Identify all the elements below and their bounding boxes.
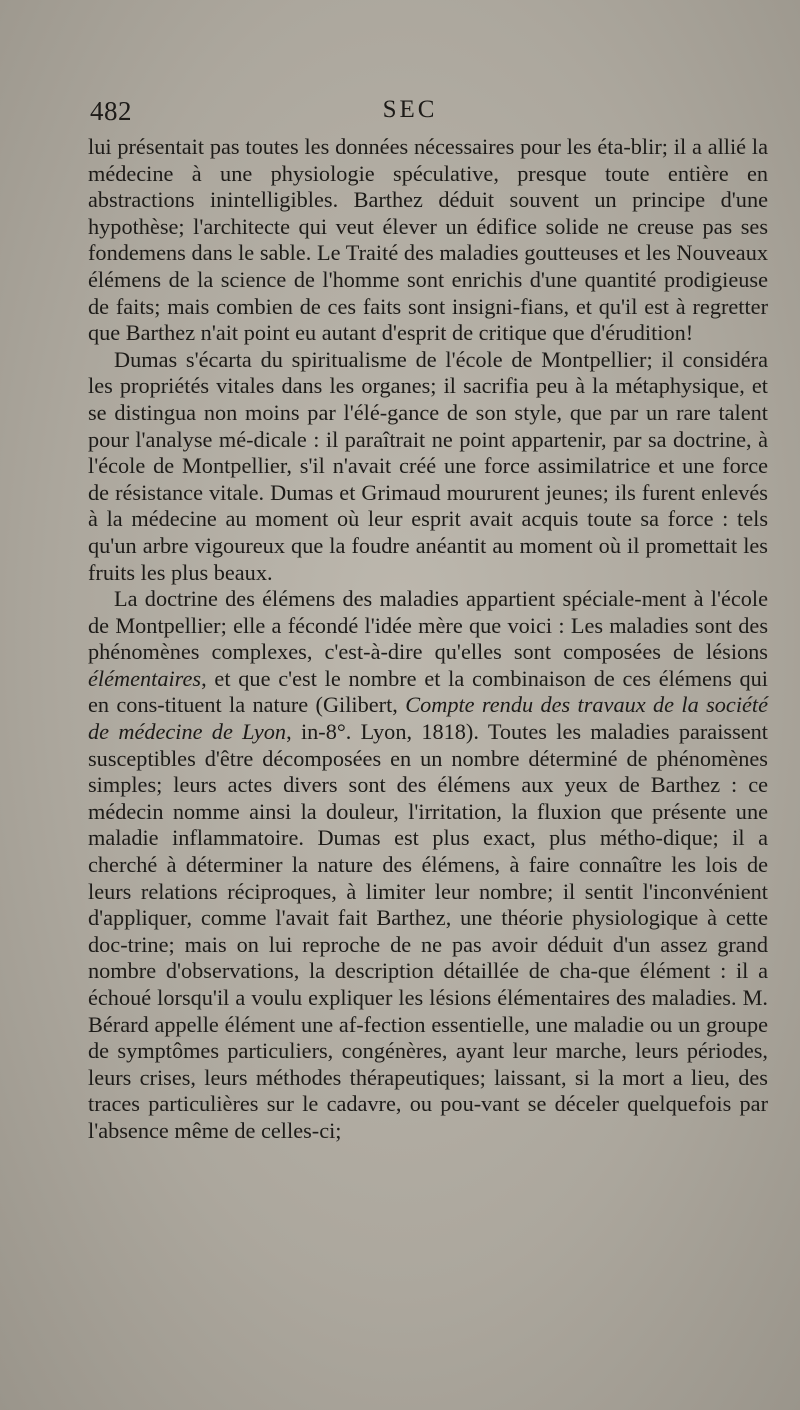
paragraph-segment: , in-8°. Lyon, 1818). Toutes les maladies paraissent susceptibles d'être décomposées en un nombre déterminé de phénomènes simples; leurs actes divers sont des élémens aux yeux de Barthez : ce médecin nomme ainsi la douleur, l'irritation, la fluxion que présente une maladie inflammatoire. Dumas est plus exact, plus métho-dique; il a cherché à déterminer la nature des élémens, à faire connaître les lois de leurs relations réciproques, à limiter leur nombre; il sentit l'inconvénient d'appliquer, comme l'avait fait Barthez, une théorie physiologique à cette doc-trine; mais on lui reproche de ne pas avoir déduit d'un assez grand nombre d'observations, la description détaillée de cha-que élément : il a échoué lorsqu'il a voulu expliquer les lésions élémentaires des maladies. M. Bérard appelle élément une af-fection essentielle, une maladie ou un groupe de symptômes particuliers, congénères, ayant leur marche, leurs périodes, leurs crises, leurs méthodes thérapeutiques; laissant, si la mort a lieu, des traces particulières sur le cadavre, ou pou-vant se déceler quelquefois par l'absence même de celles-ci; xyxy=(88,719,768,1143)
book-title-citation: Compte rendu des travaux de la société de médecine de Lyon xyxy=(88,692,768,745)
page-number: 482 xyxy=(90,96,132,126)
paragraph-3 xyxy=(88,586,768,1144)
running-head: SEC xyxy=(382,96,438,123)
paragraph-2 xyxy=(88,347,768,586)
page-header xyxy=(90,96,770,132)
paragraph-segment: , et que c'est le nombre et la combinaison de ces élémens qui en cons-tituent la nature (Gilibert, xyxy=(88,665,768,718)
italic-term: élémentaires xyxy=(88,665,202,691)
paragraph-segment: lui présentait pas toutes les données nécessaires pour les éta-blir; il a allié la médecine à une physiologie spéculative, presque toute entière en abstractions inintelligibles. Barthez déduit souvent un principe d'une hypothèse; l'architecte qui veut élever un édifice solide ne creuse pas ses fondemens dans le sable. Le Traité des maladies goutteuses et les Nouveaux élémens de la science de l'homme sont enrichis d'une quantité prodigieuse de faits; mais combien de ces faits sont insigni-fians, et qu'il est à regretter que Barthez n'ait point eu autant d'esprit de critique que d'érudition! xyxy=(88,134,768,346)
paragraph-segment: Dumas s'écarta du spiritualisme de l'école de Montpellier; il considéra les propriétés vitales dans les organes; il sacrifia peu à la métaphysique, et se distingua non moins par l'élé-gance de son style, que par un rare talent pour l'analyse mé-dicale : il paraîtrait ne point appartenir, par sa doctrine, à l'école de Montpellier, s'il n'avait créé une force assimilatrice et une force de résistance vitale. Dumas et Grimaud moururent jeunes; ils furent enlevés à la médecine au moment où leur esprit avait acquis toute sa force : tels qu'un arbre vigoureux que la foudre anéantit au moment où il promettait les fruits les plus beaux. xyxy=(88,346,768,585)
paragraph-1 xyxy=(88,134,768,347)
paragraph-segment: La doctrine des élémens des maladies appartient spéciale-ment à l'école de Montpellier; elle a fécondé l'idée mère que voici : Les maladies sont des phénomènes complexes, c'est-à-dire qu'elles sont composées de lésions xyxy=(88,586,768,665)
body-text xyxy=(88,134,768,1145)
